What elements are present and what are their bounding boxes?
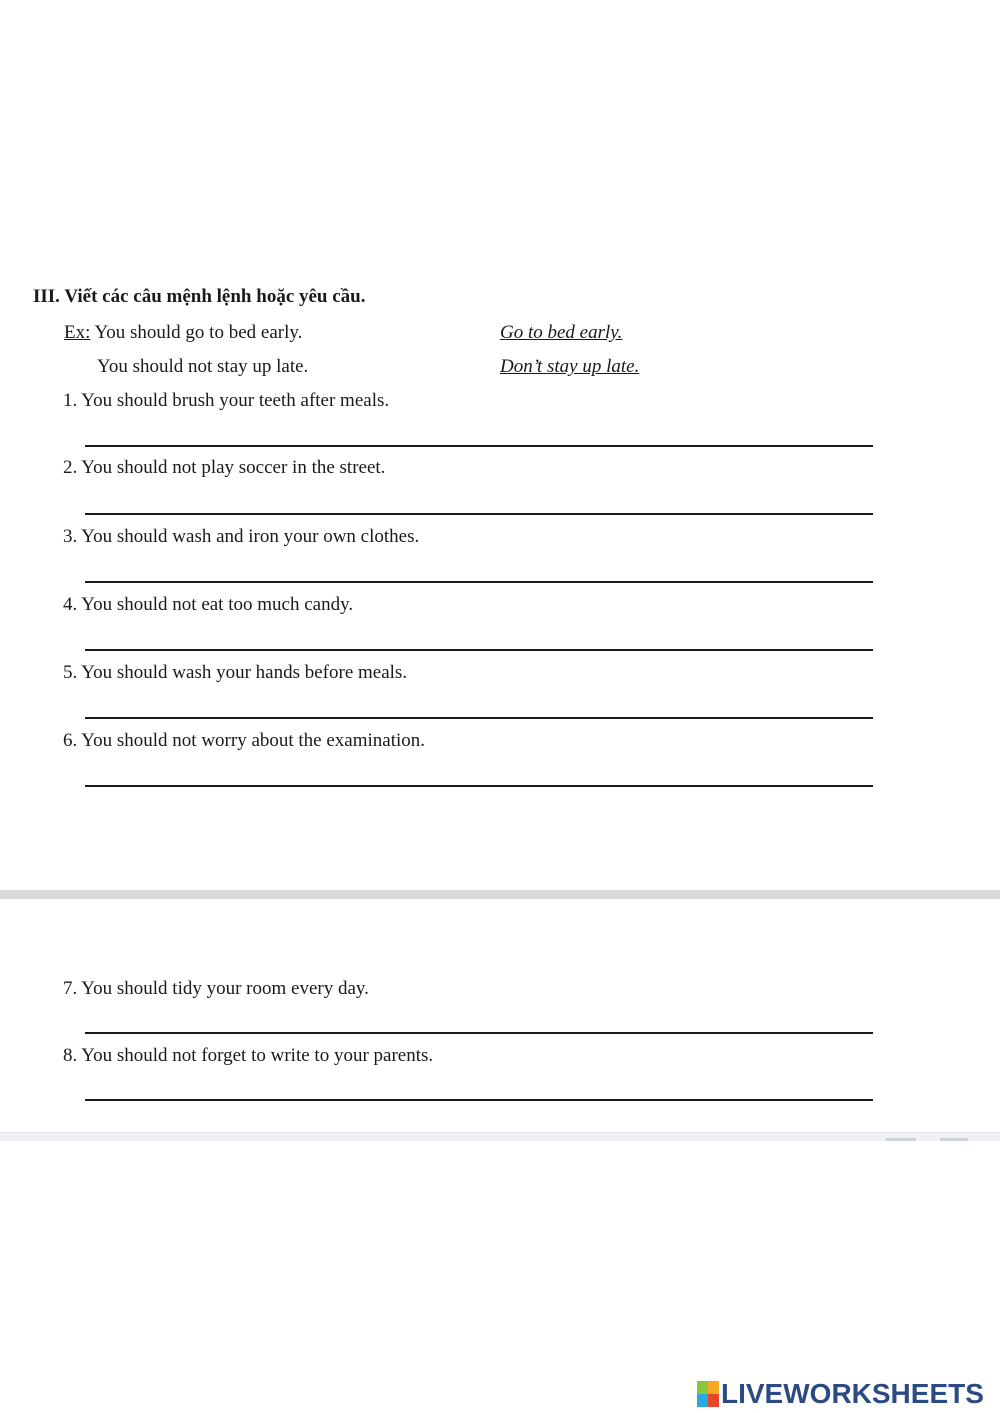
section-heading: III. Viết các câu mệnh lệnh hoặc yêu cầu.: [33, 286, 366, 307]
answer-line-5[interactable]: [85, 717, 873, 719]
logo-tile: [697, 1381, 708, 1394]
exercise-item-5: [63, 662, 407, 684]
example-prompt: You should go to bed early.: [94, 322, 303, 343]
answer-line-3[interactable]: [85, 581, 873, 583]
item-text: You should not forget to write to your parents.: [81, 1045, 434, 1066]
item-text: You should brush your teeth after meals.: [81, 390, 390, 411]
example-label: Ex:: [64, 322, 91, 343]
item-number: 3.: [63, 526, 78, 547]
answer-line-8[interactable]: [85, 1099, 873, 1101]
toolbar-mark: [886, 1138, 916, 1141]
item-text: You should not eat too much candy.: [81, 594, 354, 615]
page-break-divider: [0, 890, 1000, 899]
example-prompt: You should not stay up late.: [97, 356, 309, 377]
item-text: You should tidy your room every day.: [81, 978, 369, 999]
exercise-item-2: [63, 457, 385, 479]
exercise-item-6: [63, 730, 425, 752]
item-text: You should not worry about the examination.: [81, 730, 426, 751]
answer-line-4[interactable]: [85, 649, 873, 651]
example-row-1: [64, 322, 302, 344]
liveworksheets-logo-icon: [697, 1381, 719, 1407]
answer-line-7[interactable]: [85, 1032, 873, 1034]
bottom-divider: [0, 1132, 1000, 1141]
exercise-item-4: [63, 594, 353, 616]
item-number: 8.: [63, 1045, 78, 1066]
brand-name: LIVEWORKSHEETS: [721, 1378, 984, 1409]
example-row-2: [97, 356, 308, 378]
item-number: 1.: [63, 390, 78, 411]
item-number: 7.: [63, 978, 78, 999]
item-number: 4.: [63, 594, 78, 615]
logo-tile: [708, 1394, 719, 1407]
exercise-item-3: [63, 526, 419, 548]
liveworksheets-brand: [697, 1378, 984, 1410]
item-text: You should wash and iron your own clothes.: [81, 526, 420, 547]
example-answer: Go to bed early.: [500, 322, 623, 343]
logo-tile: [708, 1381, 719, 1394]
exercise-item-1: [63, 390, 389, 412]
answer-line-2[interactable]: [85, 513, 873, 515]
exercise-item-8: [63, 1045, 433, 1067]
exercise-item-7: [63, 978, 369, 1000]
answer-line-1[interactable]: [85, 445, 873, 447]
item-text: You should not play soccer in the street.: [81, 457, 386, 478]
item-number: 6.: [63, 730, 78, 751]
toolbar-mark: [940, 1138, 968, 1141]
item-number: 2.: [63, 457, 78, 478]
answer-line-6[interactable]: [85, 785, 873, 787]
item-text: You should wash your hands before meals.: [81, 662, 408, 683]
example-answer: Don’t stay up late.: [500, 356, 640, 377]
logo-tile: [697, 1394, 708, 1407]
item-number: 5.: [63, 662, 78, 683]
